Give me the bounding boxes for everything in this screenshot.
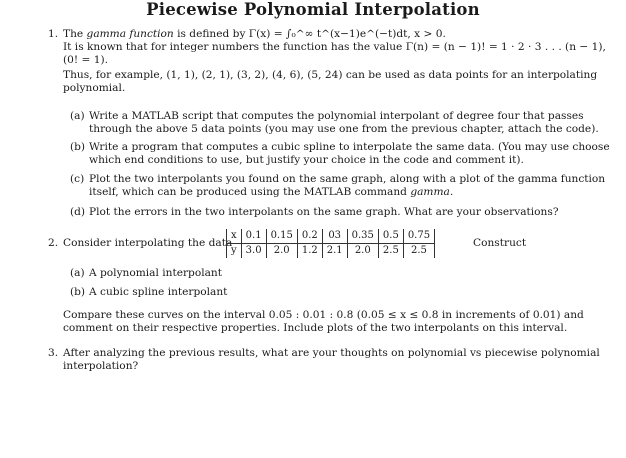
part-line: A cubic spline interpolant — [89, 286, 228, 298]
q1-body — [63, 28, 606, 95]
table-cell: 2.5 — [403, 244, 434, 259]
part-line: which end conditions to use, but justify your choice in the code and comment it). — [89, 154, 524, 167]
table-cell: 03 — [322, 229, 347, 244]
q2-number: 2. — [48, 237, 59, 249]
part-label: (b) — [70, 141, 86, 153]
q1-line4: Thus, for example, (1, 1), (2, 1), (3, 2), (4, 6), (5, 24) can be used as data points for an interpolating — [63, 68, 598, 81]
part-label: (a) — [70, 267, 85, 279]
part-label: (d) — [70, 206, 86, 218]
table-header-x: x — [227, 229, 242, 244]
table-cell: 0.15 — [266, 229, 297, 244]
q1-line1-post: is defined by Γ(x) = ∫₀^∞ t^(x−1)e^(−t)dt, x > 0. — [173, 28, 446, 40]
part-line: Plot the errors in the two interpolants on the same graph. What are your observations? — [89, 206, 559, 218]
q2-intro: Consider interpolating the data — [63, 237, 233, 249]
q1-number: 1. — [48, 28, 59, 40]
table-cell: 0.2 — [297, 229, 322, 244]
data-table — [226, 229, 435, 258]
part-line: Plot the two interpolants you found on the same graph, along with a plot of the gamma function — [89, 173, 606, 185]
data-table-wrap — [226, 229, 435, 258]
table-row-x — [227, 229, 435, 244]
table-cell: 0.35 — [347, 229, 378, 244]
q1-line5: polynomial. — [63, 81, 126, 94]
compare-line: comment on their respective properties. Include plots of the two interpolants on this interval. — [63, 322, 568, 335]
table-cell: 2.1 — [322, 244, 347, 259]
gamma-term: gamma function — [86, 28, 174, 40]
part-line: Write a MATLAB script that computes the polynomial interpolant of degree four that passes — [89, 110, 584, 122]
part-label: (a) — [70, 110, 85, 122]
q1-line1-pre: The — [63, 28, 87, 40]
table-row-y — [227, 244, 435, 259]
q1-line1 — [63, 28, 588, 41]
table-header-y: y — [227, 244, 242, 259]
table-cell: 2.0 — [266, 244, 297, 259]
table-cell: 0.1 — [241, 229, 266, 244]
part-line: through the above 5 data points (you may use one from the previous chapter, attach the code). — [89, 123, 599, 136]
table-cell: 1.2 — [297, 244, 322, 259]
q3-body — [63, 347, 600, 373]
table-cell: 2.5 — [378, 244, 403, 259]
part-label: (c) — [70, 173, 85, 185]
table-cell: 0.5 — [378, 229, 403, 244]
part-line: Write a program that computes a cubic spline to interpolate the same data. (You may use choose — [89, 141, 610, 153]
compare-line: Compare these curves on the interval 0.05 : 0.01 : 0.8 (0.05 ≤ x ≤ 0.8 in increments of 0.01) and — [63, 309, 584, 321]
part-line: itself, which can be produced using the MATLAB command — [89, 186, 411, 199]
table-cell: 0.75 — [403, 229, 434, 244]
q1-line2: It is known that for integer numbers the function has the value Γ(n) = (n − 1)! = 1 · 2 · 3 . . . (n − 1), — [63, 41, 606, 54]
table-cell: 3.0 — [241, 244, 266, 259]
table-cell: 2.0 — [347, 244, 378, 259]
q3-line: After analyzing the previous results, what are your thoughts on polynomial vs piecewise polynomial — [63, 347, 600, 359]
q1-line3: (0! = 1). — [63, 54, 108, 67]
q3-line: interpolation? — [63, 360, 139, 373]
part-line: A polynomial interpolant — [89, 267, 223, 279]
q3-number: 3. — [48, 347, 59, 359]
page-title: Piecewise Polynomial Interpolation — [146, 0, 480, 19]
q2-compare — [63, 309, 588, 335]
q2-construct: Construct — [473, 237, 527, 249]
period: . — [449, 186, 454, 199]
part-label: (b) — [70, 286, 86, 298]
gamma-command: gamma — [410, 186, 450, 199]
